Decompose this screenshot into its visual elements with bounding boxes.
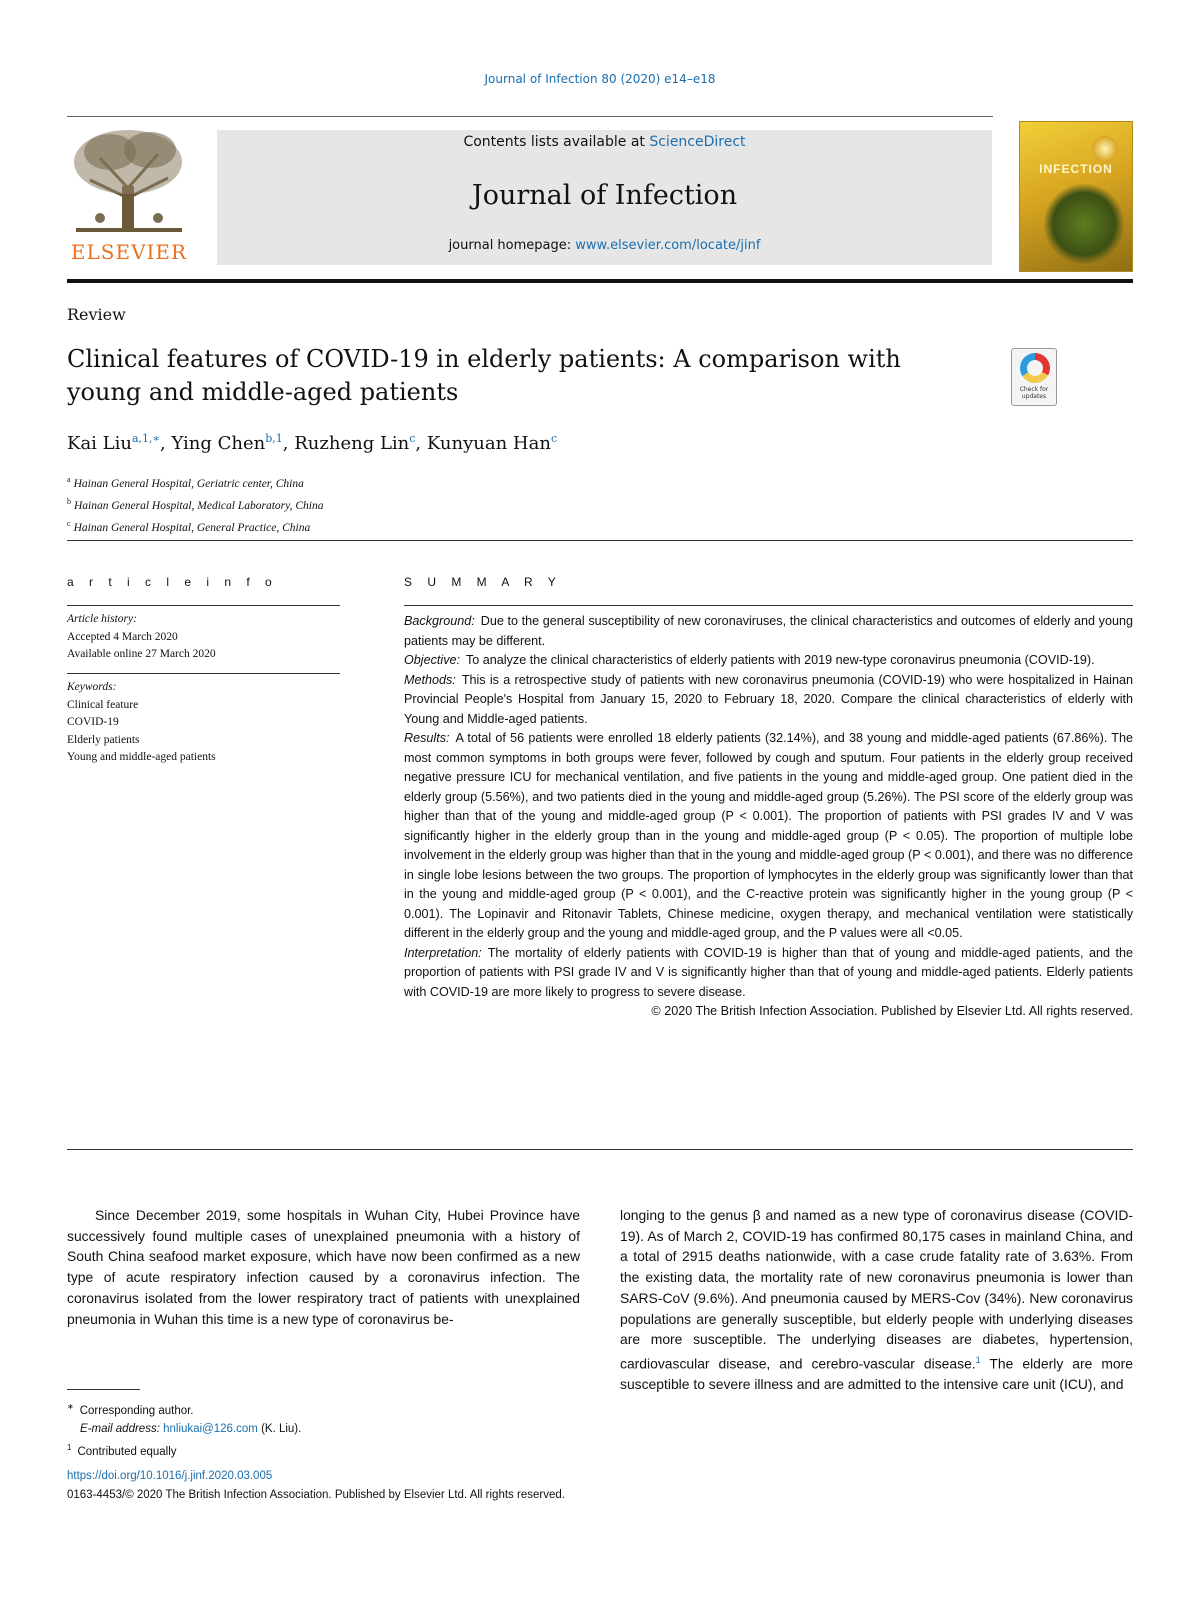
- elsevier-tree-icon: [70, 128, 188, 234]
- body-text-right-column: longing to the genus β and named as a new type of coronavirus disease (COVID-19). As of March 2, COVID-19 has confirmed 80,175 cases in mainland China, and a total of 2915 deaths nationwide, with a case crude fatality rate of 3.63%. From the existing data, the mortality rate of new coronavirus pneumonia is lower than SARS-CoV (9.6%). And pneumonia caused by MERS-Cov (34%). New coronavirus populations are generally susceptible, but elderly people with underlying diseases are more susceptible. The underlying diseases are diabetes, hypertension, cardiovascular disease, and cerebro-vascular disease.$^1$ The elderly are more susceptible to severe illness and are admitted to the intensive care unit (ICU), and: [620, 1207, 1133, 1393]
- journal-masthead: [217, 130, 992, 265]
- cover-title: INFECTION: [1039, 162, 1113, 176]
- abstract-results: Results: A total of 56 patients were enrolled 18 elderly patients (32.14%), and 38 young and middle-aged patients (67.86%). The most common symptoms in both groups were fever, followed by cough and sputum. Four patients in the elderly group received negative pressure ICU for mechanical ventilation, and five patients in the young and middle-aged group. One patient died in the elderly group (5.56%), and two patients died in the young and middle-aged group (5.26%). The PSI score of the elderly group was higher than that of the young and middle-aged group (P < 0.001). The proportion of patients with PSI grades IV and V was significantly higher in the elderly group than in the young and middle-aged group (P < 0.05). The proportion of multiple lobe involvement in the elderly group was higher than that in the young and middle-aged group (P < 0.001), and there was no difference in single lobe lesions between the two groups. The proportion of lymphocytes in the elderly group was significantly lower than that in the young and middle-aged group (P < 0.001), and the C-reactive protein was significantly higher in the young group (P < 0.001). The Lopinavir and Ritonavir Tablets, Chinese medicine, oxygen therapy, and mechanical ventilation were statistically different in the elderly group and the young and middle-aged group, and the P values were all <0.05.: [404, 731, 1133, 940]
- article-info-heading: a r t i c l e i n f o: [67, 575, 278, 589]
- contents-prefix: Contents lists available at: [463, 134, 650, 150]
- abstract-label: Background:: [404, 614, 475, 628]
- abstract-label: Methods:: [404, 672, 456, 687]
- abstract-background: Background: Due to the general susceptibility of new coronaviruses, the clinical characteristics and outcomes of elderly and young patients may be different.: [404, 614, 1133, 648]
- article-title: Clinical features of COVID-19 in elderly patients: A comparison with young and middle-aged patients: [67, 345, 901, 406]
- contents-line: [217, 134, 992, 150]
- author-name[interactable]: Ruzheng Lin: [294, 433, 410, 454]
- elsevier-wordmark: ELSEVIER: [70, 240, 188, 264]
- homepage-link[interactable]: www.elsevier.com/locate/jinf: [575, 238, 761, 253]
- footnote-divider: [67, 1389, 140, 1390]
- check-updates-label: Check for updates: [1019, 386, 1049, 400]
- journal-citation-link[interactable]: Journal of Infection 80 (2020) e14–e18: [484, 72, 716, 86]
- abstract: [404, 612, 1133, 1022]
- keywords-label: Keywords:: [67, 681, 117, 693]
- summary-divider: [404, 605, 1133, 606]
- email-note: E-mail address: hnliukai@126.com (K. Liu).: [80, 1423, 302, 1436]
- author-affiliation-marks[interactable]: c: [550, 432, 558, 445]
- keyword[interactable]: Clinical feature: [67, 698, 139, 711]
- footnotes: [67, 1398, 301, 1461]
- email-link[interactable]: hnliukai@126.com: [163, 1423, 258, 1436]
- abstract-interpretation: Interpretation: The mortality of elderly patients with COVID-19 is higher than that of young and middle-aged patients, and the proportion of patients with PSI grade IV and V is significantly higher than that of young and middle-aged patients. Elderly patients with COVID-19 are more likely to progress to severe disease.: [404, 945, 1133, 999]
- accepted-date: Accepted 4 March 2020: [67, 630, 178, 643]
- affiliation: $^c$ Hainan General Hospital, General Practice, China: [67, 518, 311, 534]
- equal-contribution-note: $^1$ Contributed equally: [67, 1442, 177, 1458]
- sciencedirect-link[interactable]: ScienceDirect: [649, 134, 746, 150]
- homepage-prefix: journal homepage:: [448, 238, 576, 253]
- abstract-label: Interpretation:: [404, 945, 482, 960]
- check-for-updates-button[interactable]: [1011, 348, 1057, 406]
- corresponding-author-note: ∗ Corresponding author.: [67, 1402, 194, 1417]
- cover-artwork: [1044, 184, 1124, 264]
- author-name[interactable]: Kai Liu: [67, 433, 132, 454]
- author-affiliation-marks[interactable]: b,1: [265, 432, 283, 445]
- keyword[interactable]: Young and middle-aged patients: [67, 751, 216, 763]
- affiliations: [67, 471, 323, 536]
- author-list: Kai Liu$^{a,1,∗}$, Ying Chen$^{b,1}$, Ruzheng Lin$^c$, Kunyuan Han$^c$: [67, 432, 558, 454]
- keyword[interactable]: COVID-19: [67, 716, 119, 728]
- doi-link[interactable]: https://doi.org/10.1016/j.jinf.2020.03.005: [67, 1470, 273, 1482]
- affiliation-divider: [67, 540, 1133, 541]
- author-affiliation-marks[interactable]: a,1,∗: [131, 432, 160, 445]
- article-info-divider: [67, 605, 340, 606]
- abstract-objective: Objective: To analyze the clinical characteristics of elderly patients with 2019 new-type coronavirus pneumonia (COVID-19).: [404, 653, 1095, 667]
- keywords-divider: [67, 673, 340, 674]
- journal-name: Journal of Infection: [471, 180, 738, 211]
- cover-emblem-icon: [1092, 136, 1118, 162]
- affiliation: $^b$ Hainan General Hospital, Medical Laboratory, China: [67, 496, 324, 512]
- summary-heading: S U M M A R Y: [404, 575, 562, 589]
- journal-cover-image[interactable]: [1019, 121, 1133, 272]
- body-text-left-column: Since December 2019, some hospitals in Wuhan City, Hubei Province have successively found multiple cases of unexplained pneumonia with a history of South China seafood market exposure, which have now been confirmed as a new type of acute respiratory infection caused by a coronavirus infection. The coronavirus isolated from the lower respiratory tract of patients with unexplained pneumonia in Wuhan this time is a new type of coronavirus be-: [67, 1207, 580, 1327]
- article-type: Review: [67, 305, 126, 324]
- homepage-line: [217, 238, 992, 253]
- abstract-copyright: © 2020 The British Infection Association. Published by Elsevier Ltd. All rights reserved.: [651, 1004, 1133, 1018]
- header-bottom-rule: [67, 279, 1133, 283]
- keyword[interactable]: Elderly patients: [67, 733, 140, 746]
- keywords: [67, 679, 216, 767]
- abstract-label: Objective:: [404, 653, 460, 667]
- issn-copyright-line: 0163-4453/© 2020 The British Infection Association. Published by Elsevier Ltd. All rights reserved.: [67, 1489, 565, 1501]
- reference-link[interactable]: 1: [975, 1354, 981, 1365]
- article-history: [67, 611, 216, 664]
- author-affiliation-marks[interactable]: c: [409, 432, 416, 445]
- header-divider: [67, 116, 993, 117]
- elsevier-logo: [67, 128, 191, 266]
- abstract-methods: Methods: This is a retrospective study of patients with new coronavirus pneumonia (COVID-19) who were hospitalized in Hainan Provincial People's Hospital from January 15, 2020 to February 18, 2020. Compare the clinical characteristics of elderly with Young and Middle-aged patients.: [404, 672, 1133, 726]
- abstract-label: Results:: [404, 731, 450, 745]
- history-label: Article history:: [67, 613, 137, 625]
- available-date: Available online 27 March 2020: [67, 648, 216, 660]
- author-name[interactable]: Ying Chen: [171, 433, 266, 454]
- affiliation: $^a$ Hainan General Hospital, Geriatric center, China: [67, 475, 304, 490]
- abstract-divider: [67, 1149, 1133, 1150]
- author-name[interactable]: Kunyuan Han: [426, 433, 551, 454]
